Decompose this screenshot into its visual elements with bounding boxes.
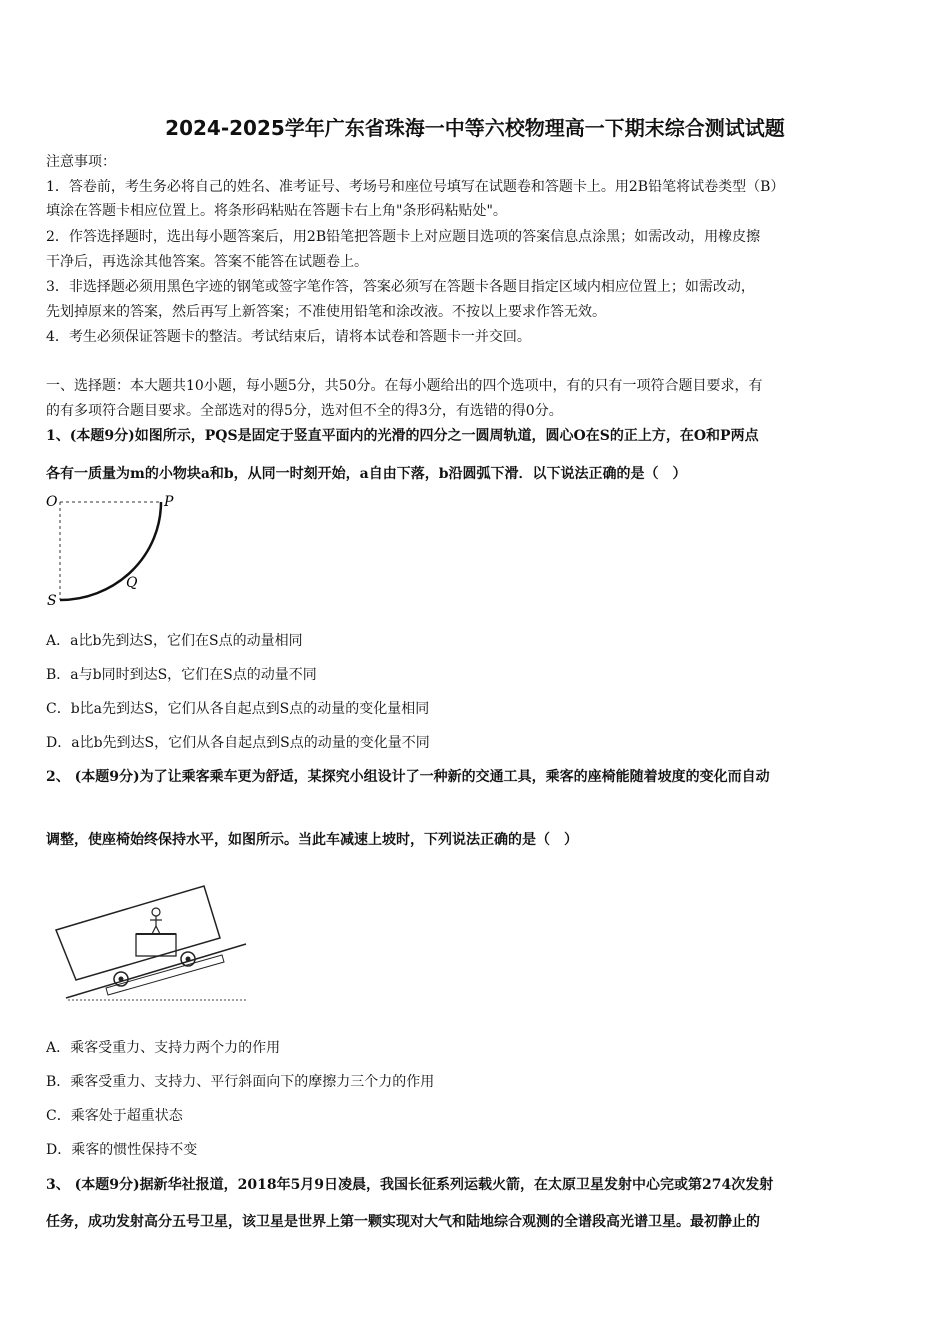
q1-stem: 各有一质量为m的小物块a和b，从同一时刻开始，a自由下落，b沿圆弧下滑．以下说法正确的是（ ） bbox=[46, 466, 687, 482]
notice-line: 2．作答选择题时，选出每小题答案后，用2B铅笔把答题卡上对应题目选项的答案信息点涂黑；如需改动，用橡皮擦 bbox=[46, 229, 761, 245]
notice-heading: 注意事项： bbox=[46, 154, 116, 170]
q3-stem: 任务，成功发射高分五号卫星，该卫星是世界上第一颗实现对大气和陆地综合观测的全谱段高光谱卫星。最初静止的 bbox=[46, 1214, 760, 1230]
page-title: 2024-2025学年广东省珠海一中等六校物理高一下期末综合测试试题 bbox=[165, 116, 785, 140]
passenger-leg bbox=[152, 926, 156, 934]
q1-option-c: C．b比a先到达S，它们从各自起点到S点的动量的变化量相同 bbox=[46, 701, 430, 717]
q2-option-b: B．乘客受重力、支持力、平行斜面向下的摩擦力三个力的作用 bbox=[46, 1074, 435, 1090]
notice-line: 先划掉原来的答案，然后再写上新答案；不准使用铅笔和涂改液。不按以上要求作答无效。 bbox=[46, 304, 606, 320]
label-q: Q bbox=[126, 575, 138, 591]
q1-option-b: B．a与b同时到达S，它们在S点的动量不同 bbox=[46, 667, 317, 683]
notice-line: 4．考生必须保证答题卡的整洁。考试结束后，请将本试卷和答题卡一并交回。 bbox=[46, 329, 531, 345]
label-o: O bbox=[46, 494, 58, 510]
passenger-leg bbox=[156, 926, 160, 934]
section-intro: 一、选择题：本大题共10小题，每小题5分，共50分。在每小题给出的四个选项中，有的只有一项符合题目要求，有 bbox=[46, 378, 763, 394]
q2-option-c: C．乘客处于超重状态 bbox=[46, 1108, 183, 1124]
notice-line: 填涂在答题卡相应位置上。将条形码粘贴在答题卡右上角"条形码粘贴处"。 bbox=[46, 203, 507, 219]
q1-stem: 1、(本题9分)如图所示，PQS是固定于竖直平面内的光滑的四分之一圆周轨道，圆心O在S的正上方，在O和P两点 bbox=[46, 428, 759, 444]
wheel-hub bbox=[119, 977, 124, 982]
label-p: P bbox=[164, 494, 174, 510]
q3-stem: 3、 (本题9分)据新华社报道，2018年5月9日凌晨，我国长征系列运载火箭，在太原卫星发射中心完或第274次发射 bbox=[46, 1177, 774, 1193]
notice-line: 1．答卷前，考生务必将自己的姓名、准考证号、考场号和座位号填写在试题卷和答题卡上。用2B铅笔将试卷类型（B） bbox=[46, 179, 785, 195]
q1-track-figure bbox=[44, 488, 184, 610]
incline-slope bbox=[66, 944, 246, 998]
q2-stem: 调整，使座椅始终保持水平，如图所示。当此车减速上坡时，下列说法正确的是（ ） bbox=[46, 832, 578, 848]
wheel-hub bbox=[186, 957, 191, 962]
q1-option-d: D．a比b先到达S，它们从各自起点到S点的动量的变化量不同 bbox=[46, 735, 430, 751]
notice-line: 干净后，再选涂其他答案。答案不能答在试题卷上。 bbox=[46, 254, 368, 270]
q2-option-a: A．乘客受重力、支持力两个力的作用 bbox=[46, 1040, 281, 1056]
q2-vehicle-figure bbox=[46, 878, 256, 1006]
quarter-arc-track bbox=[60, 502, 161, 600]
label-s: S bbox=[47, 593, 57, 609]
notice-line: 3．非选择题必须用黑色字迹的钢笔或签字笔作答，答案必须写在答题卡各题目指定区域内相应位置上；如需改动， bbox=[46, 279, 755, 295]
q1-option-a: A．a比b先到达S，它们在S点的动量相同 bbox=[46, 633, 303, 649]
section-intro: 的有多项符合题目要求。全部选对的得5分，选对但不全的得3分，有选错的得0分。 bbox=[46, 403, 563, 419]
q2-stem: 2、 (本题9分)为了让乘客乘车更为舒适，某探究小组设计了一种新的交通工具，乘客的座椅能随着坡度的变化而自动 bbox=[46, 769, 770, 785]
q2-option-d: D．乘客的惯性保持不变 bbox=[46, 1142, 198, 1158]
passenger-head bbox=[152, 908, 160, 916]
vehicle-chassis bbox=[106, 955, 224, 995]
